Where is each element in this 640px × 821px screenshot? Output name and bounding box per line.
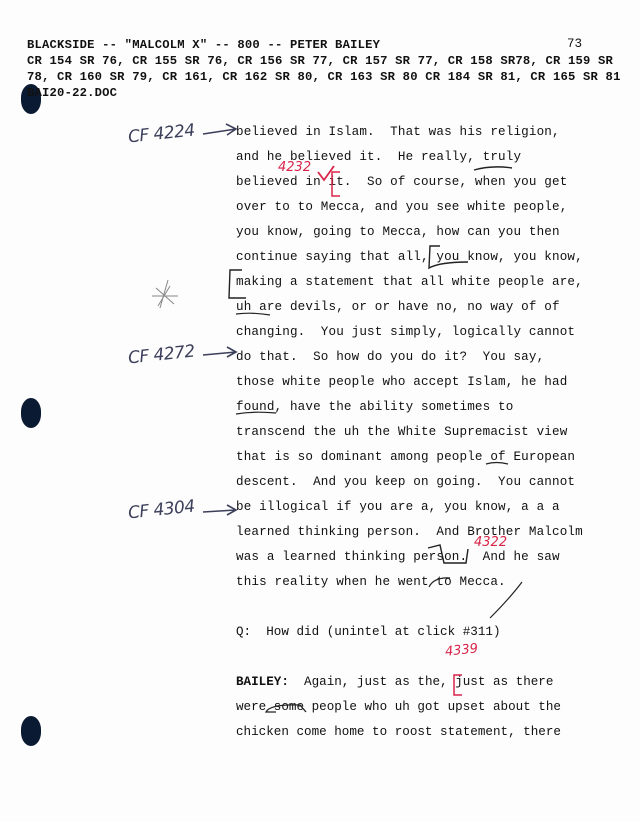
red-handwritten-timecode: 4322: [474, 535, 508, 550]
handwritten-timecode: CF 4304: [127, 496, 196, 524]
header-title: BLACKSIDE -- "MALCOLM X" -- 800 -- PETER BAILEY: [27, 38, 381, 52]
arrow-icon: [203, 124, 236, 135]
handwritten-timecode: CF 4272: [127, 341, 196, 369]
answer-line: chicken come home to roost statement, there: [236, 725, 561, 739]
red-handwritten-timecode: 4339: [444, 641, 479, 660]
handwritten-timecode: CF 4224: [127, 120, 196, 148]
transcript-line: descent. And you keep on going. You cannot: [236, 475, 576, 489]
punch-hole: [21, 716, 41, 746]
header-filename: BAI20-22.DOC: [27, 86, 118, 100]
transcript-line: making a statement that all white people are,: [236, 275, 583, 289]
transcript-line: continue saying that all, you know, you know,: [236, 250, 583, 264]
transcript-line: believed in it. So of course, when you get: [236, 175, 568, 189]
transcript-line: learned thinking person. And Brother Malcolm: [236, 525, 583, 539]
transcript-line: found, have the ability sometimes to: [236, 400, 514, 414]
transcript-line: and he believed it. He really, truly: [236, 150, 522, 164]
transcript-line: be illogical if you are a, you know, a a a: [236, 500, 560, 514]
answer-text: Again, just as the, just as there: [288, 675, 554, 689]
transcript-line: changing. You just simply, logically cannot: [236, 325, 576, 339]
transcript-line: that is so dominant among people of European: [236, 450, 576, 464]
transcript-line: you know, going to Mecca, how can you then: [236, 225, 560, 239]
transcript-line: do that. So how do you do it? You say,: [236, 350, 545, 364]
transcript-line: believed in Islam. That was his religion,: [236, 125, 560, 139]
transcript-line: those white people who accept Islam, he had: [236, 375, 568, 389]
page-number: 73: [567, 37, 583, 51]
arrow-icon: [203, 505, 236, 515]
transcript-line: this reality when he went to Mecca.: [236, 575, 506, 589]
header-roll-list: CR 154 SR 76, CR 155 SR 76, CR 156 SR 77, CR 157 SR 77, CR 158 SR78, CR 159 SR: [27, 54, 614, 68]
underline-mark: [474, 167, 512, 170]
transcript-line: uh are devils, or or have no, no way of of: [236, 300, 560, 314]
star-doodle: [152, 280, 178, 308]
arrow-icon: [203, 347, 236, 357]
answer-line: were some people who uh got upset about the: [236, 700, 561, 714]
red-handwritten-timecode: 4232: [278, 160, 312, 175]
answer-line: [236, 675, 553, 689]
transcript-line: over to to Mecca, and you see white people,: [236, 200, 568, 214]
transcript-line: transcend the uh the White Supremacist view: [236, 425, 568, 439]
transcript-line: was a learned thinking person. And he saw: [236, 550, 560, 564]
punch-hole: [21, 398, 41, 428]
speaker-label: BAILEY:: [236, 675, 289, 689]
header-roll-list-continued: 78, CR 160 SR 79, CR 161, CR 162 SR 80, CR 163 SR 80 CR 184 SR 81, CR 165 SR 81: [27, 70, 621, 84]
interviewer-question: Q: How did (unintel at click #311): [236, 625, 501, 639]
